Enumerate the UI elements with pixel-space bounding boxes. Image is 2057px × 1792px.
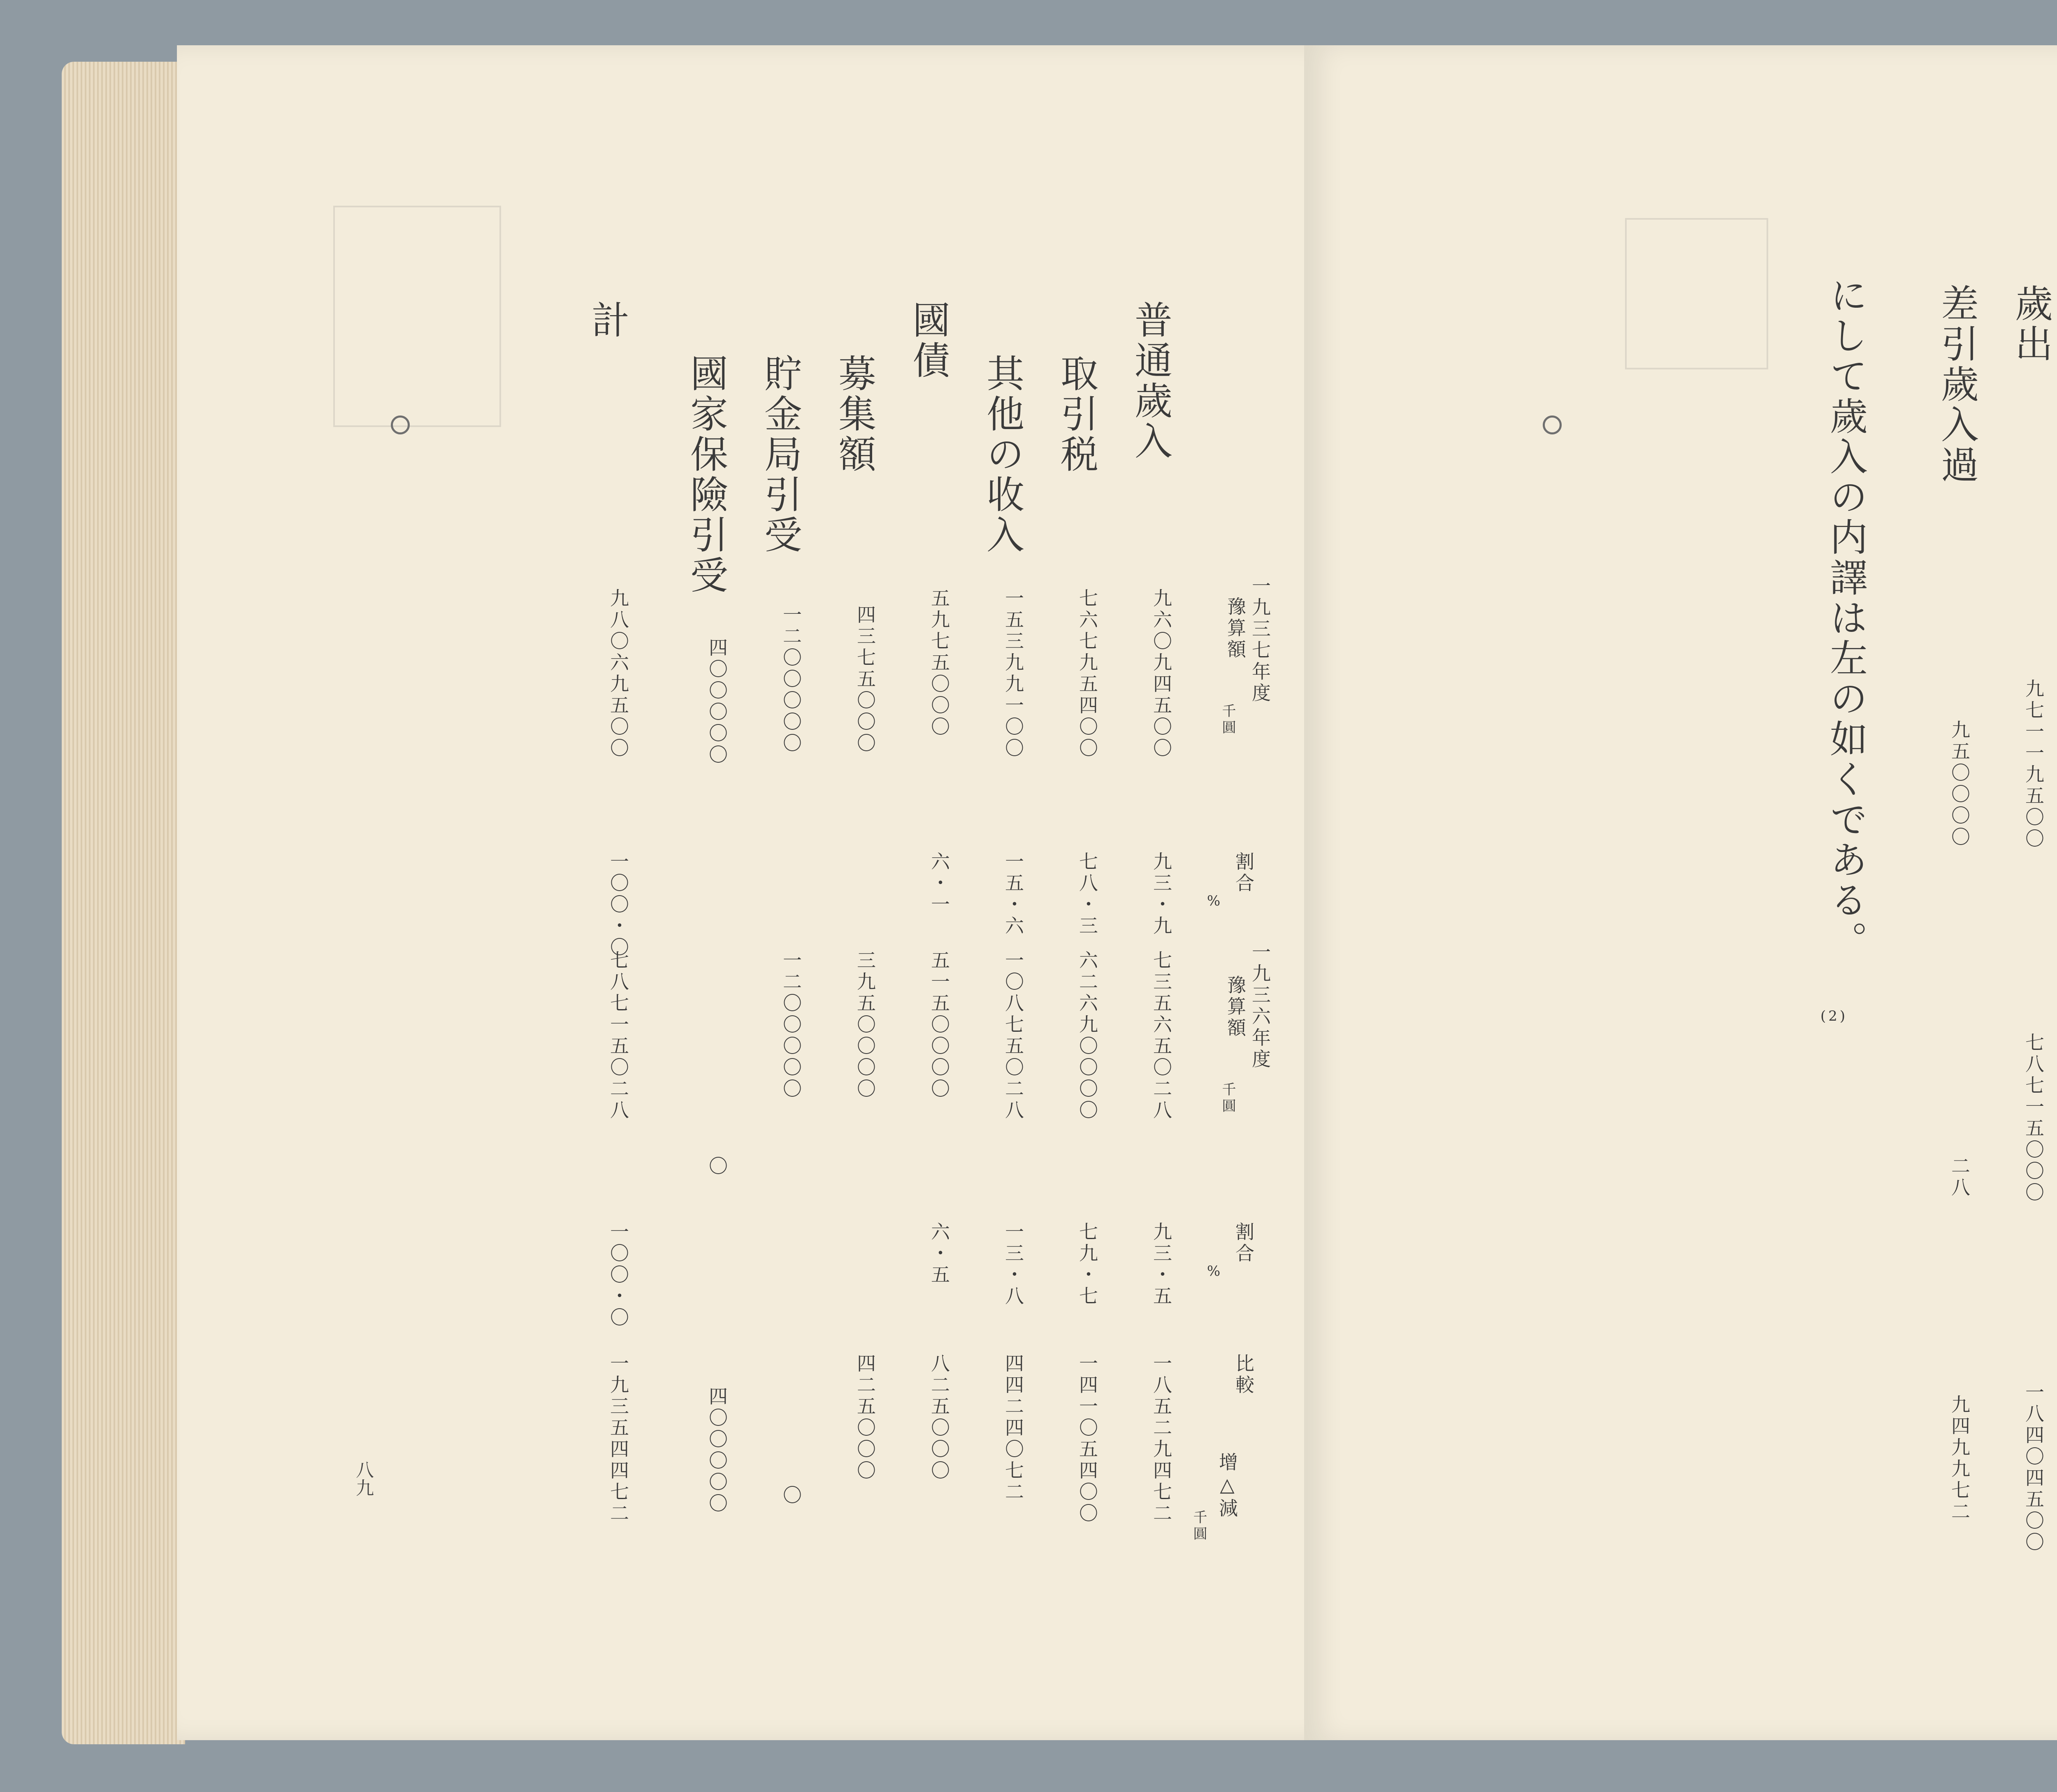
row-value-1937: 九六〇九四五〇〇: [1150, 588, 1172, 759]
header-compare-unit: 千圓: [1191, 1510, 1207, 1543]
row-ratio-1937: 一五・六: [1002, 852, 1024, 937]
row-label: 差引歲入過: [1935, 284, 1979, 485]
row-value-1936: 七八七一五〇〇〇: [2022, 1033, 2045, 1204]
row-value-1936: 七三五六五〇二八: [1150, 950, 1172, 1121]
left-page: [177, 45, 1345, 1740]
row-value-1936: 七八七一五〇二八: [607, 950, 629, 1121]
header-unit-1936: 千圓: [1219, 1082, 1236, 1115]
row-value-1937: 九七一一九五〇〇: [2022, 679, 2045, 850]
row-ratio-1936: 七九・七: [1076, 1222, 1098, 1307]
row-diff: 四〇〇〇〇〇: [706, 1386, 728, 1515]
header-unit-1937: 千圓: [1219, 703, 1236, 736]
header-year-1937: 一九三七年度: [1249, 576, 1271, 704]
row-ratio-1937: 一〇〇・〇: [607, 852, 629, 959]
row-diff: 一八四〇四五〇〇: [2022, 1382, 2045, 1553]
row-value-1936: 六二六九〇〇〇〇: [1076, 950, 1098, 1121]
row-value-1937: 四三七五〇〇〇: [854, 605, 876, 754]
row-label: 國債: [906, 300, 950, 381]
row-diff: 一四一〇五四〇〇: [1076, 1353, 1098, 1525]
header-ratio-unit-1937: %: [1205, 893, 1222, 912]
row-diff: 一八五二九四七二: [1150, 1353, 1172, 1525]
row-ratio-1937: 七八・三: [1076, 852, 1098, 937]
row-value-1936: 五一五〇〇〇〇: [928, 950, 950, 1100]
row-value-1937: 九五〇〇〇〇: [1948, 720, 1971, 848]
row-value-1937: 一五三九九一〇〇: [1002, 588, 1024, 759]
row-label: 國家保險引受: [684, 354, 728, 596]
row-value-1937: 一二〇〇〇〇〇: [780, 605, 802, 754]
row-diff: 九四九九七二: [1948, 1395, 1971, 1523]
header-compare: 比較: [1233, 1353, 1255, 1396]
row-label: 普通歲入: [1128, 300, 1172, 462]
row-diff: 四二五〇〇〇: [854, 1353, 876, 1482]
row-ratio-1936: 九三・五: [1150, 1222, 1172, 1307]
sentence: にして歲入の内譯は左の如くである。: [1824, 276, 1868, 961]
row-label: 貯金局引受: [758, 354, 802, 555]
row-diff: 一九三五四四七二: [607, 1353, 629, 1525]
header-ratio-1936: 割合: [1233, 1222, 1255, 1265]
header-budget-1936: 豫算額: [1224, 975, 1247, 1039]
header-budget-1937: 豫算額: [1224, 597, 1247, 661]
row-label: 募集額: [832, 354, 876, 475]
right-page: [1304, 45, 2057, 1740]
row-ratio-1937: 九三・九: [1150, 852, 1172, 937]
header-year-1936: 一九三六年度: [1249, 942, 1271, 1070]
row-value-1936: 三九五〇〇〇〇: [854, 950, 876, 1100]
row-ratio-1936: 六・五: [928, 1222, 950, 1286]
row-label: 歲出: [2009, 284, 2053, 364]
row-value-1937: 七六七九五四〇〇: [1076, 588, 1098, 759]
page-number: 八九: [353, 1460, 374, 1497]
row-ratio-1936: 一三・八: [1002, 1222, 1024, 1307]
faint-stamp: [333, 206, 501, 427]
header-ratio-1937: 割合: [1233, 852, 1255, 894]
row-value-1936: 一二〇〇〇〇〇: [780, 950, 802, 1100]
row-diff: 四四二四〇七二: [1002, 1353, 1024, 1503]
row-label-total: 計: [585, 300, 629, 341]
binding-hole: [391, 416, 410, 434]
row-ratio-1936: 一〇〇・〇: [607, 1222, 629, 1329]
row-label: 取引税: [1054, 354, 1098, 475]
row-ratio-1937: 六・一: [928, 852, 950, 916]
open-book: [62, 37, 2057, 1757]
row-value-1937: 五九七五〇〇〇: [928, 588, 950, 738]
header-ratio-unit-1936: %: [1205, 1263, 1222, 1282]
row-value-1936: 二八: [1948, 1156, 1971, 1199]
header-compare-sub: 增△減: [1216, 1452, 1238, 1520]
faint-stamp: [1625, 218, 1768, 369]
page-edges-left: [62, 62, 185, 1744]
row-value-1936: 〇: [706, 1156, 728, 1177]
binding-hole: [1543, 416, 1562, 434]
row-value-1937: 九八〇六九五〇〇: [607, 588, 629, 759]
row-label: 其他の收入: [980, 354, 1024, 555]
row-value-1936: 一〇八七五〇二八: [1002, 950, 1024, 1121]
row-value-1937: 四〇〇〇〇〇: [706, 638, 728, 766]
row-diff: 〇: [780, 1485, 802, 1506]
row-diff: 八二五〇〇〇: [928, 1353, 950, 1482]
footnote: (2): [1820, 1008, 1848, 1024]
